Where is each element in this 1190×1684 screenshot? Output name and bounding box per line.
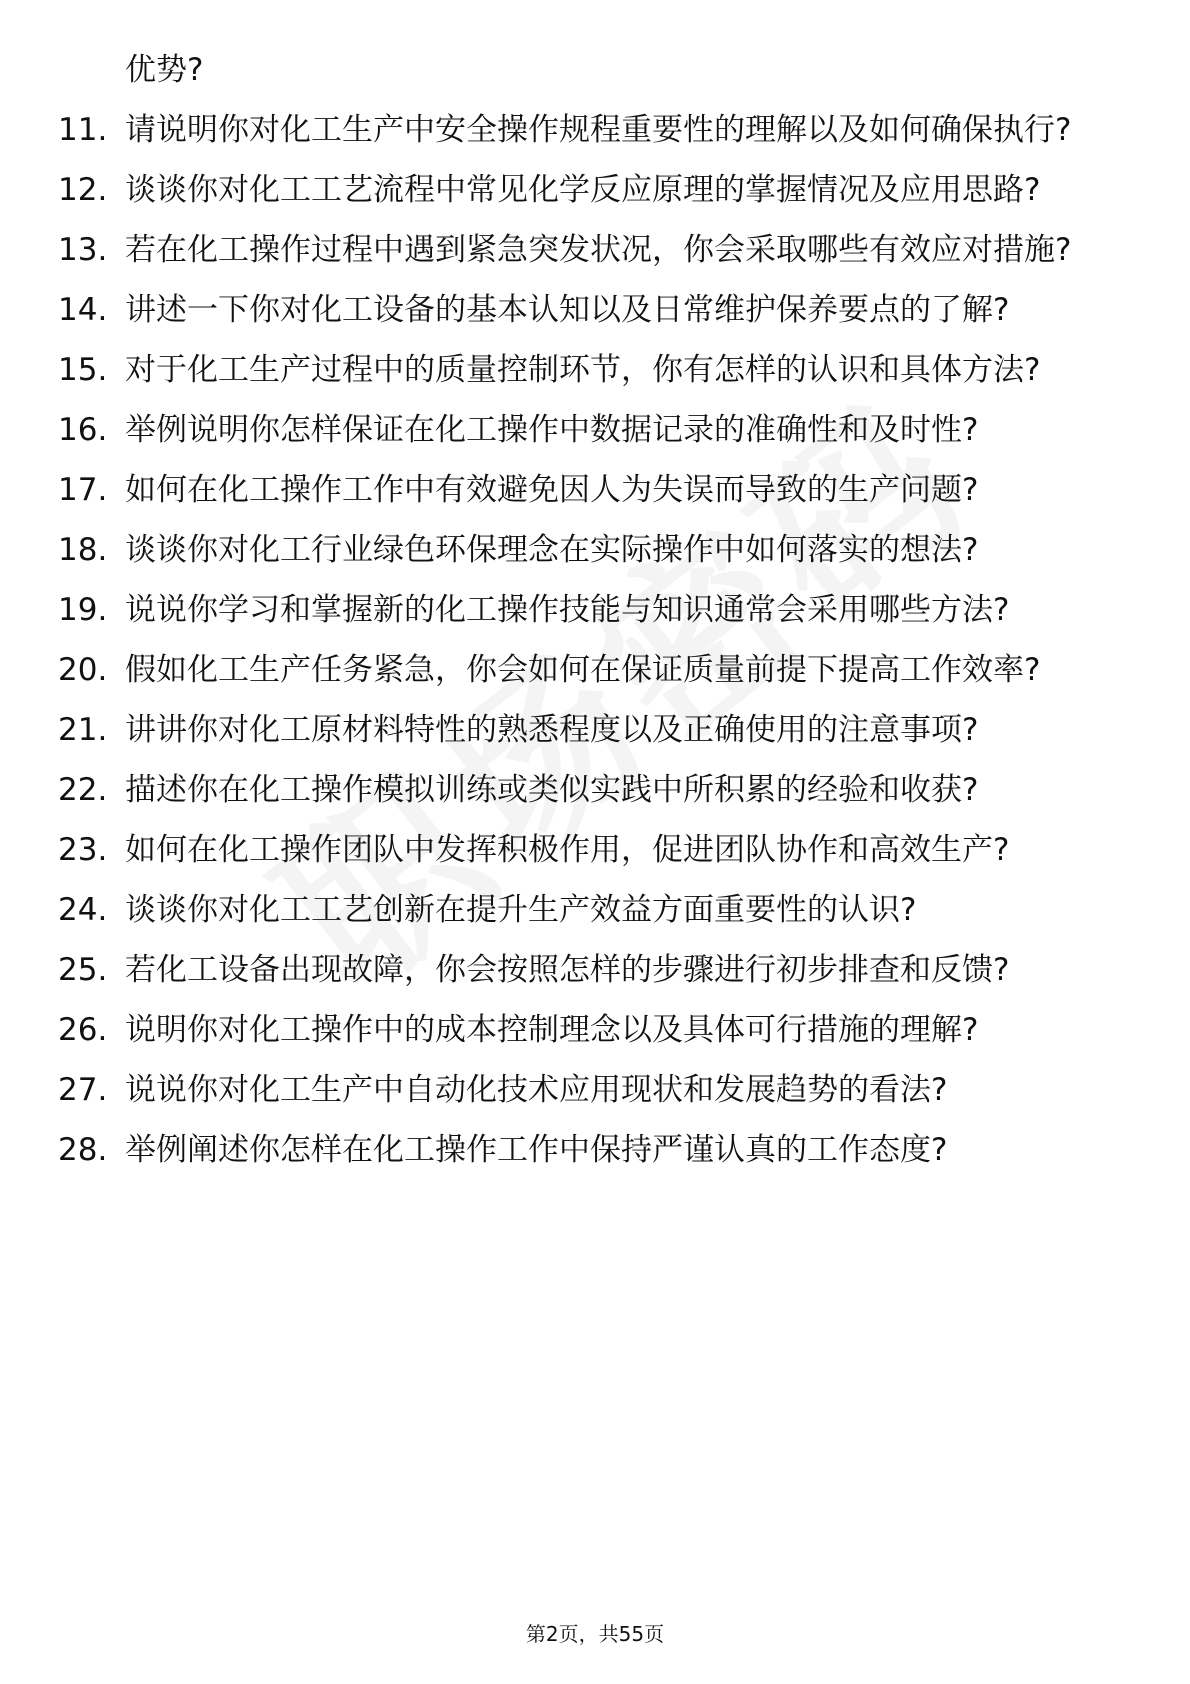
item-number: 22. <box>58 772 108 808</box>
item-text: 若在化工操作过程中遇到紧急突发状况，你会采取哪些有效应对措施? <box>125 232 1072 268</box>
item-number: 12. <box>58 172 108 208</box>
page-footer: 第2页，共55页 <box>525 1622 665 1646</box>
item-number: 23. <box>58 832 108 868</box>
list-item <box>0 1008 1190 1052</box>
item-number: 19. <box>58 592 108 628</box>
list-item <box>0 768 1190 812</box>
item-text: 讲述一下你对化工设备的基本认知以及日常维护保养要点的了解? <box>125 292 1010 328</box>
list-item <box>0 468 1190 512</box>
item-number: 26. <box>58 1012 108 1048</box>
item-number: 14. <box>58 292 108 328</box>
list-item <box>0 1068 1190 1112</box>
item-text: 若化工设备出现故障，你会按照怎样的步骤进行初步排查和反馈? <box>125 952 1010 988</box>
list-item <box>0 288 1190 332</box>
item-text: 说说你学习和掌握新的化工操作技能与知识通常会采用哪些方法? <box>125 592 1010 628</box>
item-text: 讲讲你对化工原材料特性的熟悉程度以及正确使用的注意事项? <box>125 712 979 748</box>
item-number: 11. <box>58 112 108 148</box>
continuation-text: 优势? <box>125 52 204 88</box>
question-list <box>0 48 1190 1172</box>
list-item <box>0 168 1190 212</box>
item-text: 谈谈你对化工工艺流程中常见化学反应原理的掌握情况及应用思路? <box>125 172 1041 208</box>
list-item <box>0 228 1190 272</box>
item-text: 谈谈你对化工工艺创新在提升生产效益方面重要性的认识? <box>125 892 917 928</box>
item-number: 15. <box>58 352 108 388</box>
item-number: 20. <box>58 652 108 688</box>
item-text: 举例说明你怎样保证在化工操作中数据记录的准确性和及时性? <box>125 412 979 448</box>
item-text: 请说明你对化工生产中安全操作规程重要性的理解以及如何确保执行? <box>125 112 1072 148</box>
item-number: 21. <box>58 712 108 748</box>
item-text: 描述你在化工操作模拟训练或类似实践中所积累的经验和收获? <box>125 772 979 808</box>
item-text: 说明你对化工操作中的成本控制理念以及具体可行措施的理解? <box>125 1012 979 1048</box>
list-item <box>0 588 1190 632</box>
item-text: 谈谈你对化工行业绿色环保理念在实际操作中如何落实的想法? <box>125 532 979 568</box>
list-item <box>0 648 1190 692</box>
item-text: 举例阐述你怎样在化工操作工作中保持严谨认真的工作态度? <box>125 1132 948 1168</box>
item-text: 如何在化工操作工作中有效避免因人为失误而导致的生产问题? <box>125 472 979 508</box>
item-number: 18. <box>58 532 108 568</box>
list-item <box>0 108 1190 152</box>
item-number: 16. <box>58 412 108 448</box>
item-number: 13. <box>58 232 108 268</box>
list-item <box>0 888 1190 932</box>
list-item <box>0 528 1190 572</box>
list-item <box>0 708 1190 752</box>
item-text: 假如化工生产任务紧急，你会如何在保证质量前提下提高工作效率? <box>125 652 1041 688</box>
item-number: 27. <box>58 1072 108 1108</box>
item-number: 24. <box>58 892 108 928</box>
item-text: 对于化工生产过程中的质量控制环节，你有怎样的认识和具体方法? <box>125 352 1041 388</box>
item-number: 28. <box>58 1132 108 1168</box>
list-item <box>0 948 1190 992</box>
list-item <box>0 408 1190 452</box>
item-text: 说说你对化工生产中自动化技术应用现状和发展趋势的看法? <box>125 1072 948 1108</box>
list-item <box>0 1128 1190 1172</box>
list-item <box>0 348 1190 392</box>
item-number: 25. <box>58 952 108 988</box>
item-number: 17. <box>58 472 108 508</box>
list-item <box>0 828 1190 872</box>
item-text: 如何在化工操作团队中发挥积极作用，促进团队协作和高效生产? <box>125 832 1010 868</box>
